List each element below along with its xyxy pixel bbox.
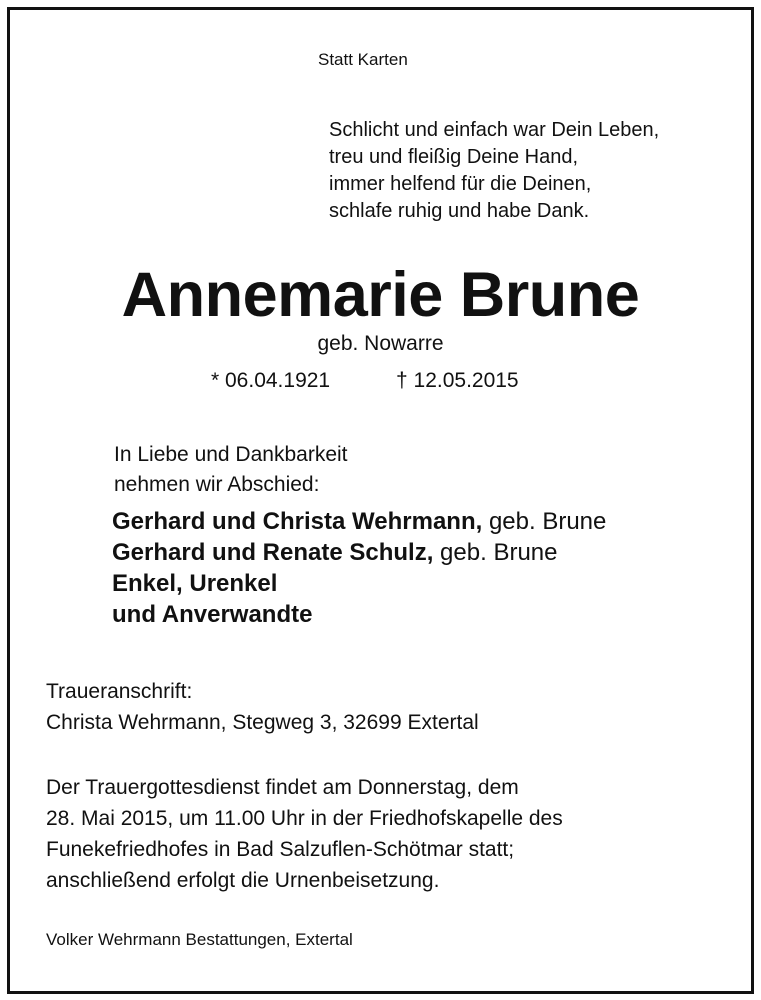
death-date: † 12.05.2015 <box>396 369 519 392</box>
mourner-name: Enkel, Urenkel <box>112 570 278 597</box>
mourner-line <box>112 537 606 568</box>
address-line: Christa Wehrmann, Stegweg 3, 32699 Extertal <box>46 711 479 734</box>
service-line: Funekefriedhofes in Bad Salzuflen-Schötmar statt; <box>46 838 515 861</box>
deceased-name: Annemarie Brune <box>121 260 640 330</box>
mourner-line <box>112 599 606 630</box>
mourner-line <box>112 506 606 537</box>
service-info <box>46 772 563 896</box>
mourner-line <box>112 568 606 599</box>
poem-line: immer helfend für die Deinen, <box>329 173 592 195</box>
poem-line: treu und fleißig Deine Hand, <box>329 146 579 168</box>
service-line: 28. Mai 2015, um 11.00 Uhr in der Friedhofskapelle des <box>46 807 563 830</box>
mourner-note: geb. Brune <box>433 539 558 566</box>
mourner-name: Gerhard und Renate Schulz, <box>112 539 434 566</box>
poem-line: Schlicht und einfach war Dein Leben, <box>329 119 660 141</box>
mourner-name: Gerhard und Christa Wehrmann, <box>112 508 483 535</box>
mourning-address <box>46 676 479 738</box>
service-line: anschließend erfolgt die Urnenbeisetzung. <box>46 869 440 892</box>
farewell-intro <box>114 440 348 500</box>
undertaker-credit: Volker Wehrmann Bestattungen, Extertal <box>46 930 353 949</box>
poem-line: schlafe ruhig und habe Dank. <box>329 200 590 222</box>
mourners-list <box>112 506 606 630</box>
maiden-name: geb. Nowarre <box>317 332 444 355</box>
statt-karten-label: Statt Karten <box>318 50 408 69</box>
intro-line: nehmen wir Abschied: <box>114 473 320 496</box>
service-line: Der Trauergottesdienst findet am Donnerstag, dem <box>46 776 519 799</box>
poem <box>329 117 659 225</box>
address-label: Traueranschrift: <box>46 680 193 703</box>
mourner-note: geb. Brune <box>482 508 607 535</box>
intro-line: In Liebe und Dankbarkeit <box>114 443 348 466</box>
birth-date: * 06.04.1921 <box>211 369 331 392</box>
mourner-name: und Anverwandte <box>112 601 313 628</box>
